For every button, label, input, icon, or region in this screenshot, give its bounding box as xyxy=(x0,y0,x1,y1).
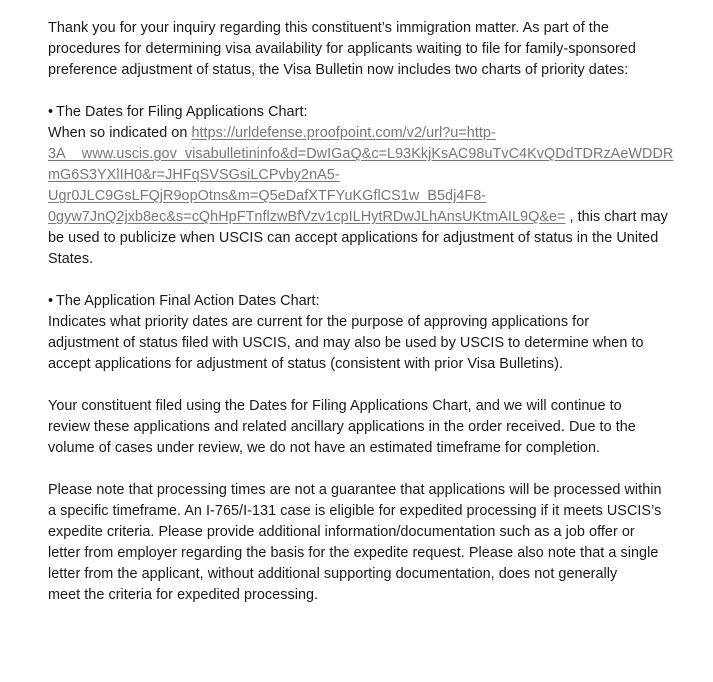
text-line: letter from employer regarding the basis for the expedite request. Please also note that a single xyxy=(48,545,659,561)
visa-bulletin-link[interactable]: https://urldefense.proofpoint.com/v2/url?u=http- xyxy=(191,125,496,141)
paragraph-gap xyxy=(48,270,678,291)
paragraph-gap xyxy=(48,375,678,396)
text-line: accept applications for adjustment of status (consistent with prior Visa Bulletins). xyxy=(48,356,564,372)
text-line xyxy=(48,123,678,144)
text-line: review these applications and related ancillary applications in the order received. Due to the xyxy=(48,419,636,435)
text-line: Indicates what priority dates are current for the purpose of approving applications for xyxy=(48,314,590,330)
paragraph-gap xyxy=(48,459,678,480)
intro-paragraph xyxy=(48,18,678,81)
heading-text: The Dates for Filing Applications Chart: xyxy=(56,104,308,120)
text-line: procedures for determining visa availability for applicants waiting to file for family-sponsored xyxy=(48,41,636,57)
visa-bulletin-link-continued[interactable]: mG6S3YXlIH0&r=JHFqSVSGsiLCPvby2nA5- xyxy=(48,167,340,183)
filing-chart-section xyxy=(48,102,678,270)
text-line: letter from the applicant, without additional supporting documentation, does not generally xyxy=(48,566,618,582)
text-line: States. xyxy=(48,251,94,267)
status-paragraph xyxy=(48,396,678,459)
link-prefix-text: When so indicated on xyxy=(48,125,192,141)
text-line: adjustment of status filed with USCIS, and may also be used by USCIS to determine when to xyxy=(48,335,644,351)
text-line: preference adjustment of status, the Visa Bulletin now includes two charts of priority dates: xyxy=(48,62,629,78)
text-line xyxy=(48,207,678,228)
text-line: Please note that processing times are not a guarantee that applications will be processed within xyxy=(48,482,662,498)
link-suffix-text: , this chart may xyxy=(565,209,668,225)
letter-body xyxy=(48,18,678,606)
heading-text: The Application Final Action Dates Chart: xyxy=(56,293,320,309)
text-line xyxy=(48,144,678,165)
visa-bulletin-link-continued[interactable]: 0gyw7JnQ2jxb8ec&s=cQhHpFTnflzwBfVzv1cpILHytRDwJLhAnsUKtmAIL9Q&e= xyxy=(48,209,566,225)
text-line: Your constituent filed using the Dates for Filing Applications Chart, and we will continue to xyxy=(48,398,622,414)
text-line: a specific timeframe. An I-765/I-131 case is eligible for expedited processing if it meets USCIS’s xyxy=(48,503,662,519)
final-action-chart-section xyxy=(48,291,678,375)
text-line xyxy=(48,165,678,186)
text-line: meet the criteria for expedited processing. xyxy=(48,587,319,603)
bullet-icon: • xyxy=(48,293,54,309)
filing-chart-heading xyxy=(48,102,678,123)
text-line: be used to publicize when USCIS can accept applications for adjustment of status in the United xyxy=(48,230,659,246)
visa-bulletin-link-continued[interactable]: Ugr0JLC9GsLFQjR9opOtns&m=Q5eDafXTFYuKGflCS1w_B5dj4F8- xyxy=(48,188,487,204)
visa-bulletin-link-continued[interactable]: 3A__www.uscis.gov_visabulletininfo&d=DwIGaQ&c=L93KkjKsAC98uTvC4KvQDdTDRzAeWDDR xyxy=(48,146,674,162)
text-line: Thank you for your inquiry regarding this constituent’s immigration matter. As part of the xyxy=(48,20,609,36)
text-line: volume of cases under review, we do not have an estimated timeframe for completion. xyxy=(48,440,601,456)
final-action-chart-heading xyxy=(48,291,678,312)
bullet-icon: • xyxy=(48,104,54,120)
text-line xyxy=(48,186,678,207)
processing-paragraph xyxy=(48,480,678,606)
text-line: expedite criteria. Please provide additional information/documentation such as a job offer or xyxy=(48,524,635,540)
paragraph-gap xyxy=(48,81,678,102)
